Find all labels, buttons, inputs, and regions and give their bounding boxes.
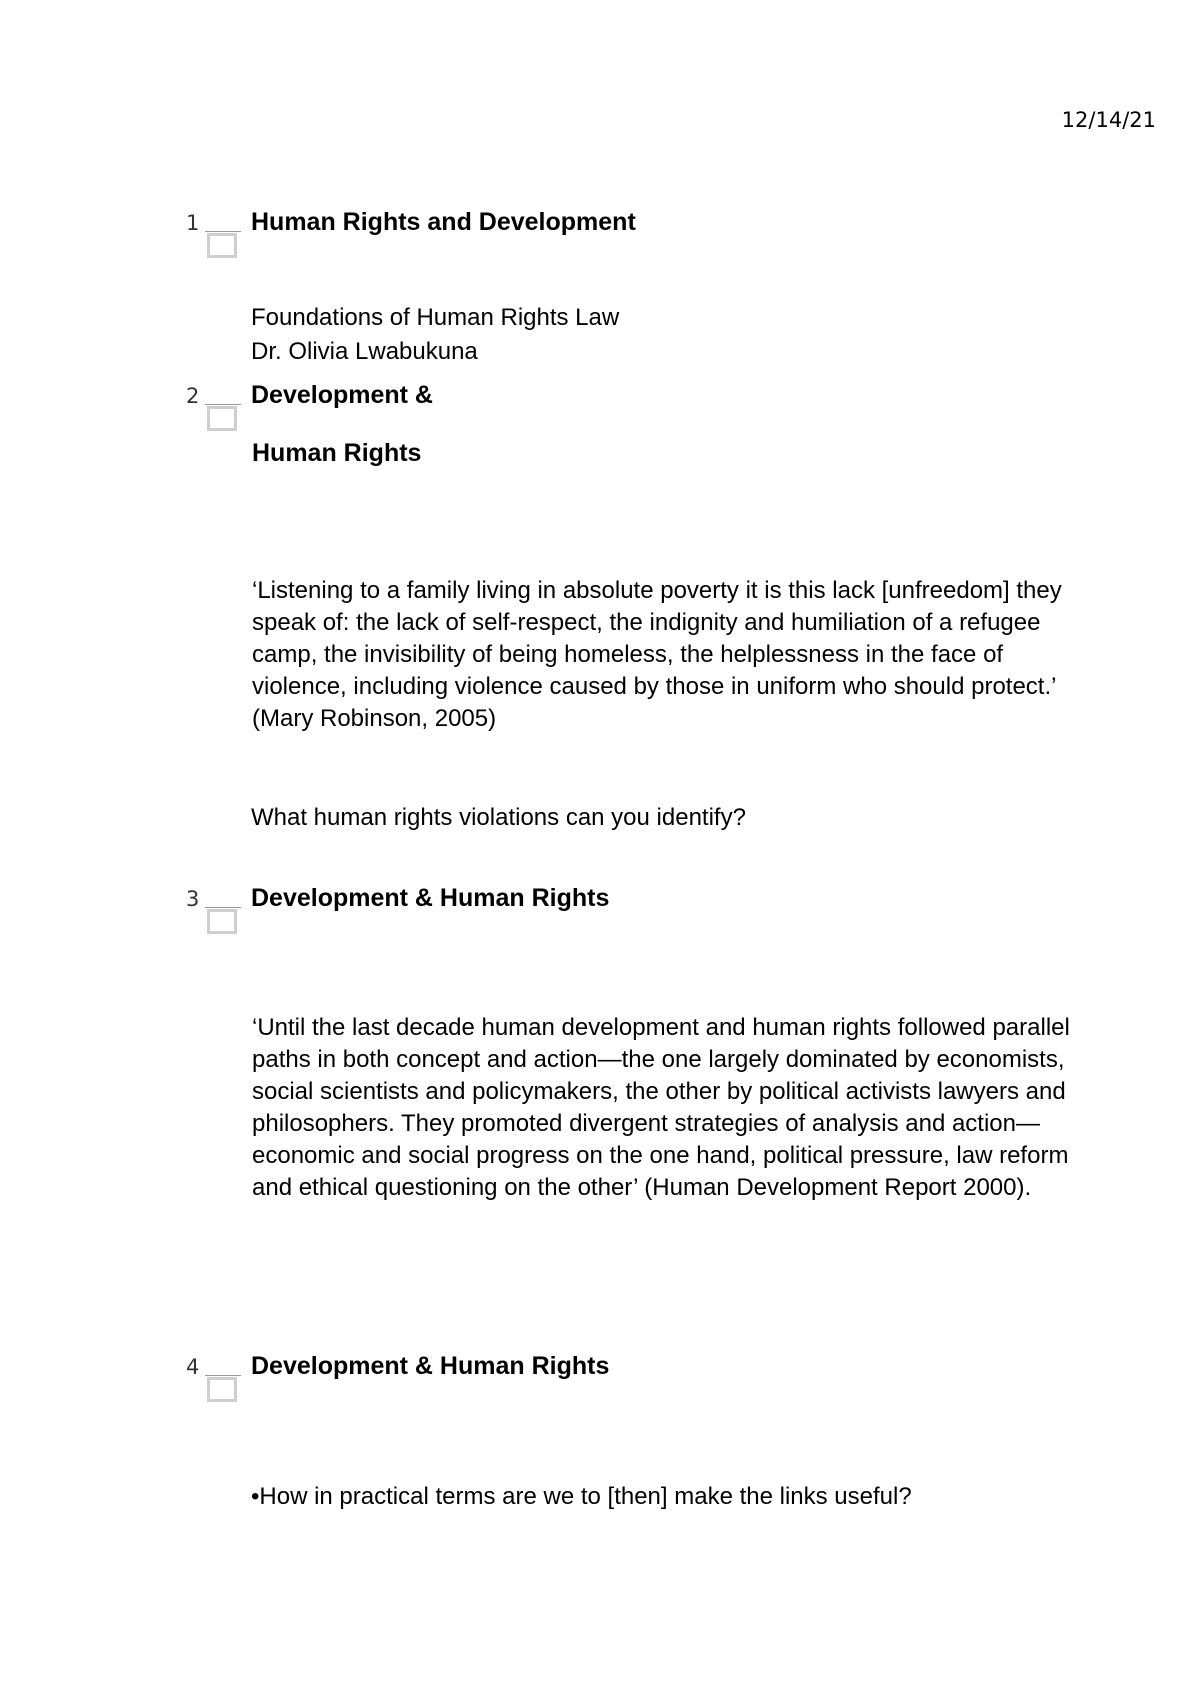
slide-thumbnail-divider bbox=[205, 404, 241, 405]
lecturer-name: Dr. Olivia Lwabukuna bbox=[251, 338, 478, 365]
slide-title-line1: Development & bbox=[251, 381, 433, 409]
slide-title: Human Rights and Development bbox=[251, 208, 636, 236]
slide-thumbnail-divider bbox=[205, 231, 241, 232]
slide-number: 2 bbox=[186, 384, 200, 408]
slide-quote: ‘Listening to a family living in absolute poverty it is this lack [unfreedom] they speak of: the lack of self-respect, the indignity and humiliation of a refugee camp, the invisibility of being homeless, the helplessness in the face of violence, including violence caused by those in uniform who should protect.’ (Mary Robinson, 2005) bbox=[252, 577, 1062, 732]
slide-thumbnail-icon bbox=[207, 909, 237, 934]
slide-thumbnail-icon bbox=[207, 233, 237, 258]
slide-number: 4 bbox=[186, 1355, 200, 1379]
slide-number: 3 bbox=[186, 887, 200, 911]
course-name: Foundations of Human Rights Law bbox=[251, 304, 620, 331]
slide-bullet: •How in practical terms are we to [then] make the links useful? bbox=[251, 1483, 912, 1510]
slide-thumbnail-divider bbox=[205, 907, 241, 908]
slide-question: What human rights violations can you identify? bbox=[251, 804, 746, 831]
slide-thumbnail-divider bbox=[205, 1375, 241, 1376]
slide-title: Development & Human Rights bbox=[251, 884, 610, 912]
slide-thumbnail-icon bbox=[207, 406, 237, 431]
slide-title-line2: Human Rights bbox=[252, 439, 422, 467]
slide-title: Development & Human Rights bbox=[251, 1352, 610, 1380]
slide-thumbnail-icon bbox=[207, 1377, 237, 1402]
page-date: 12/14/21 bbox=[1061, 108, 1156, 132]
slide-number: 1 bbox=[186, 211, 200, 235]
slide-quote: ‘Until the last decade human development and human rights followed parallel paths in both concept and action—the one largely dominated by economists, social scientists and policymakers, the other by political activists lawyers and philosophers. They promoted divergent strategies of analysis and action— economic and social progress on the one hand, political pressure, law reform and ethical questioning on the other’ (Human Development Report 2000). bbox=[252, 1014, 1070, 1201]
